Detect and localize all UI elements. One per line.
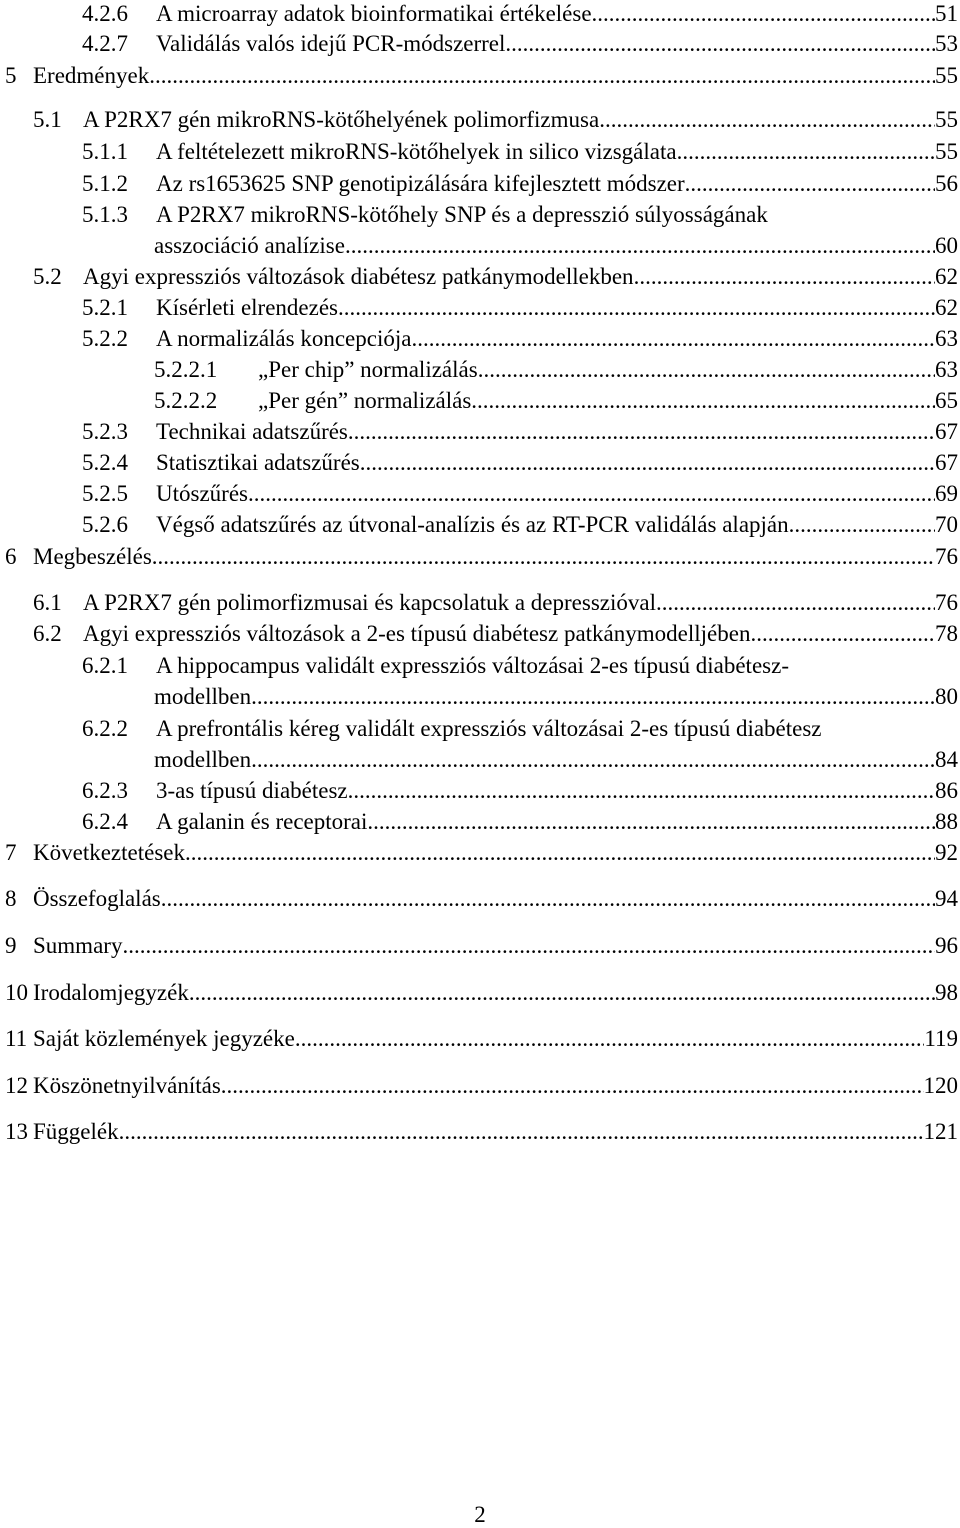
toc-entry[interactable] bbox=[5, 885, 958, 913]
dot-leader bbox=[345, 232, 935, 260]
toc-entry-continuation[interactable] bbox=[154, 232, 958, 260]
toc-number: 6.2.4 bbox=[82, 809, 128, 834]
toc-title: A P2RX7 gén mikroRNS-kötőhelyének polimorfizmusa bbox=[83, 107, 600, 132]
toc-entry[interactable] bbox=[5, 979, 958, 1007]
toc-number: 6.2.2 bbox=[82, 716, 128, 741]
toc-page-number: 78 bbox=[935, 621, 958, 646]
toc-entry[interactable] bbox=[82, 777, 958, 805]
toc-page-number: 56 bbox=[935, 171, 958, 196]
toc-title: Eredmények bbox=[33, 63, 150, 88]
toc-page-number: 55 bbox=[935, 107, 958, 132]
toc-page-number: 120 bbox=[923, 1073, 958, 1098]
toc-title: Következtetések bbox=[33, 840, 185, 865]
toc-entry[interactable] bbox=[33, 106, 958, 134]
toc-entry[interactable] bbox=[82, 30, 958, 58]
toc-entry[interactable] bbox=[82, 715, 822, 743]
toc-page-number: 98 bbox=[935, 980, 958, 1005]
dot-leader bbox=[505, 30, 935, 58]
toc-entry[interactable] bbox=[82, 138, 958, 166]
dot-leader bbox=[367, 808, 935, 836]
toc-page-number: 55 bbox=[935, 63, 958, 88]
toc-entry[interactable] bbox=[33, 589, 958, 617]
toc-number: 5.2.4 bbox=[82, 450, 128, 475]
toc-entry[interactable] bbox=[5, 543, 958, 571]
toc-number: 5.1.2 bbox=[82, 171, 128, 196]
toc-entry[interactable] bbox=[82, 808, 958, 836]
toc-title: A microarray adatok bioinformatikai értékelése bbox=[156, 1, 592, 26]
dot-leader bbox=[119, 1118, 924, 1146]
toc-number: 5.2.2 bbox=[82, 326, 128, 351]
toc-entry[interactable] bbox=[82, 170, 958, 198]
toc-number: 10 bbox=[5, 980, 28, 1005]
dot-leader bbox=[221, 1072, 924, 1100]
toc-title: Összefoglalás bbox=[33, 886, 161, 911]
toc-page-number: 63 bbox=[935, 357, 958, 382]
toc-number: 5.2.1 bbox=[82, 295, 128, 320]
toc-page-number: 67 bbox=[935, 419, 958, 444]
toc-entry[interactable] bbox=[5, 62, 958, 90]
toc-entry[interactable] bbox=[154, 387, 958, 415]
toc-entry[interactable] bbox=[82, 294, 958, 322]
dot-leader bbox=[251, 746, 935, 774]
dot-leader bbox=[478, 356, 935, 384]
toc-entry[interactable] bbox=[5, 839, 958, 867]
toc-number: 6.1 bbox=[33, 590, 62, 615]
toc-page-number: 62 bbox=[935, 264, 958, 289]
toc-number: 5.2.2.1 bbox=[154, 357, 218, 382]
toc-number: 13 bbox=[5, 1119, 28, 1144]
toc-number: 12 bbox=[5, 1073, 28, 1098]
toc-title: Agyi expressziós változások diabétesz patkánymodellekben bbox=[83, 264, 634, 289]
toc-entry[interactable] bbox=[33, 263, 958, 291]
toc-title-continuation: modellben bbox=[154, 747, 252, 772]
toc-number: 6.2 bbox=[33, 621, 62, 646]
toc-title: Megbeszélés bbox=[33, 544, 152, 569]
dot-leader bbox=[348, 777, 935, 805]
toc-page-number: 94 bbox=[935, 886, 958, 911]
toc-entry[interactable] bbox=[154, 356, 958, 384]
toc-page-number: 88 bbox=[935, 809, 958, 834]
toc-title: Technikai adatszűrés bbox=[156, 419, 348, 444]
toc-number: 7 bbox=[5, 840, 17, 865]
page-number: 2 bbox=[474, 1502, 486, 1527]
toc-title: A hippocampus validált expressziós változásai 2-es típusú diabétesz- bbox=[156, 653, 789, 678]
toc-title: A P2RX7 gén polimorfizmusai és kapcsolatuk a depresszióval bbox=[83, 590, 656, 615]
toc-page-number: 62 bbox=[935, 295, 958, 320]
toc-number: 5.2.6 bbox=[82, 512, 128, 537]
toc-entry-continuation[interactable] bbox=[154, 746, 958, 774]
dot-leader bbox=[122, 932, 935, 960]
toc-title: Utószűrés bbox=[156, 481, 248, 506]
dot-leader bbox=[348, 418, 935, 446]
dot-leader bbox=[471, 387, 935, 415]
toc-page-number: 55 bbox=[935, 139, 958, 164]
toc-title: Validálás valós idejű PCR-módszerrel bbox=[156, 31, 506, 56]
dot-leader bbox=[411, 325, 935, 353]
dot-leader bbox=[634, 263, 935, 291]
toc-page-number: 69 bbox=[935, 481, 958, 506]
toc-number: 5.2.3 bbox=[82, 419, 128, 444]
toc-title-continuation: modellben bbox=[154, 684, 252, 709]
toc-title: A prefrontális kéreg validált expressziós változásai 2-es típusú diabétesz bbox=[156, 716, 822, 741]
toc-page-number: 121 bbox=[923, 1119, 958, 1144]
toc-number: 6.2.3 bbox=[82, 778, 128, 803]
toc-page-number: 67 bbox=[935, 450, 958, 475]
toc-entry[interactable] bbox=[33, 620, 958, 648]
toc-number: 5.1.3 bbox=[82, 202, 128, 227]
toc-page-number: 51 bbox=[935, 1, 958, 26]
dot-leader bbox=[248, 480, 935, 508]
toc-title: Irodalomjegyzék bbox=[33, 980, 189, 1005]
toc-page-number: 60 bbox=[935, 233, 958, 258]
toc-title: Végső adatszűrés az útvonal-analízis és az RT-PCR validálás alapján bbox=[156, 512, 789, 537]
toc-title: „Per chip” normalizálás bbox=[258, 357, 478, 382]
toc-page-number: 53 bbox=[935, 31, 958, 56]
toc-page-number: 70 bbox=[935, 512, 958, 537]
toc-page-number: 86 bbox=[935, 778, 958, 803]
dot-leader bbox=[295, 1025, 925, 1053]
toc-page-number: 92 bbox=[935, 840, 958, 865]
toc-entry[interactable] bbox=[82, 418, 958, 446]
toc-entry[interactable] bbox=[82, 480, 958, 508]
dot-leader bbox=[750, 620, 935, 648]
toc-number: 5.1.1 bbox=[82, 139, 128, 164]
toc-entry[interactable] bbox=[82, 449, 958, 477]
toc-title: A galanin és receptorai bbox=[156, 809, 368, 834]
dot-leader bbox=[592, 0, 935, 28]
toc-number: 5.1 bbox=[33, 107, 62, 132]
toc-number: 5.2 bbox=[33, 264, 62, 289]
toc-page-number: 119 bbox=[924, 1026, 958, 1051]
toc-title: Statisztikai adatszűrés bbox=[156, 450, 360, 475]
toc-entry[interactable] bbox=[5, 1118, 958, 1146]
dot-leader bbox=[656, 589, 935, 617]
toc-title: A P2RX7 mikroRNS-kötőhely SNP és a depresszió súlyosságának bbox=[156, 202, 768, 227]
toc-page-number: 65 bbox=[935, 388, 958, 413]
toc-page-number: 96 bbox=[935, 933, 958, 958]
toc-number: 11 bbox=[5, 1026, 28, 1051]
toc-entry[interactable] bbox=[5, 932, 958, 960]
dot-leader bbox=[789, 511, 935, 539]
toc-number: 6.2.1 bbox=[82, 653, 128, 678]
toc-title-continuation: asszociáció analízise bbox=[154, 233, 345, 258]
dot-leader bbox=[677, 138, 935, 166]
dot-leader bbox=[599, 106, 935, 134]
dot-leader bbox=[338, 294, 935, 322]
dot-leader bbox=[251, 683, 935, 711]
toc-page-number: 76 bbox=[935, 544, 958, 569]
dot-leader bbox=[152, 543, 935, 571]
dot-leader bbox=[185, 839, 935, 867]
toc-title: Az rs1653625 SNP genotipizálására kifejlesztett módszer bbox=[156, 171, 685, 196]
toc-number: 4.2.6 bbox=[82, 1, 128, 26]
toc-title: Summary bbox=[33, 933, 123, 958]
toc-entry[interactable] bbox=[82, 652, 789, 680]
toc-title: Köszönetnyilvánítás bbox=[33, 1073, 221, 1098]
toc-entry[interactable] bbox=[82, 0, 958, 28]
toc-entry-continuation[interactable] bbox=[154, 683, 958, 711]
toc-number: 4.2.7 bbox=[82, 31, 128, 56]
dot-leader bbox=[685, 170, 935, 198]
toc-title: A normalizálás koncepciója bbox=[156, 326, 412, 351]
toc-entry[interactable] bbox=[5, 1072, 958, 1100]
dot-leader bbox=[360, 449, 935, 477]
toc-entry[interactable] bbox=[82, 201, 768, 229]
toc-title: Függelék bbox=[33, 1119, 119, 1144]
toc-entry[interactable] bbox=[82, 325, 958, 353]
toc-title: 3-as típusú diabétesz bbox=[156, 778, 348, 803]
dot-leader bbox=[149, 62, 935, 90]
toc-entry[interactable] bbox=[82, 511, 958, 539]
toc-number: 8 bbox=[5, 886, 17, 911]
dot-leader bbox=[189, 979, 935, 1007]
toc-number: 5 bbox=[5, 63, 17, 88]
toc-title: Agyi expressziós változások a 2-es típusú diabétesz patkánymodelljében bbox=[83, 621, 751, 646]
toc-number: 9 bbox=[5, 933, 17, 958]
toc-page-number: 63 bbox=[935, 326, 958, 351]
toc-title: „Per gén” normalizálás bbox=[258, 388, 472, 413]
toc-title: Saját közlemények jegyzéke bbox=[33, 1026, 295, 1051]
toc-number: 6 bbox=[5, 544, 17, 569]
toc-number: 5.2.5 bbox=[82, 481, 128, 506]
toc-page-number: 76 bbox=[935, 590, 958, 615]
toc-page-number: 84 bbox=[935, 747, 958, 772]
toc-title: A feltételezett mikroRNS-kötőhelyek in silico vizsgálata bbox=[156, 139, 677, 164]
toc-title: Kísérleti elrendezés bbox=[156, 295, 338, 320]
toc-page-number: 80 bbox=[935, 684, 958, 709]
toc-number: 5.2.2.2 bbox=[154, 388, 218, 413]
dot-leader bbox=[161, 885, 935, 913]
toc-entry[interactable] bbox=[5, 1025, 958, 1053]
